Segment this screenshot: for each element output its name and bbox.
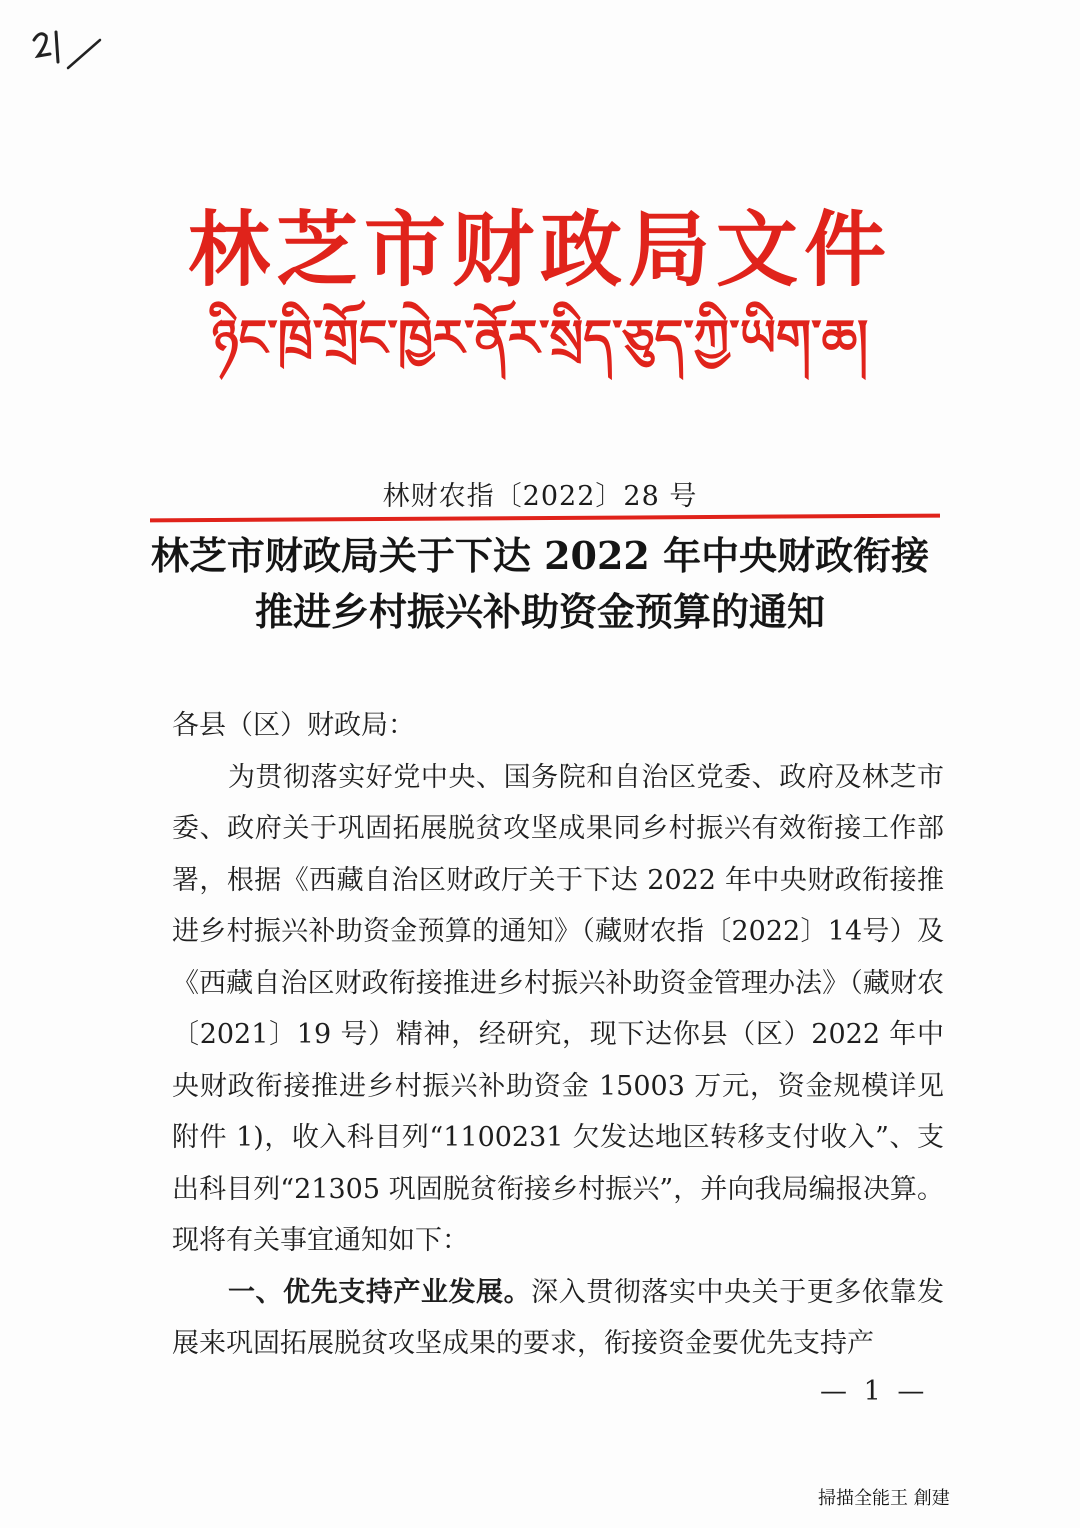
- tibetan-title: ཉིང་ཁྲི་གྲོང་ཁྱེར་ནོར་སྲིད་ཅུད་ཀྱི་ཡིག་ཆ།: [211, 309, 869, 367]
- body-paragraph-1: 为贯彻落实好党中央、国务院和自治区党委、政府及林芝市委、政府关于巩固拓展脱贫攻坚成果同乡村振兴有效衔接工作部署，根据《西藏自治区财政厅关于下达 2022 年中央财政衔接推进乡村振兴补助资金预算的通知》（藏财农指〔2022〕14号）及《西藏自治区财政衔接推进乡村振兴补助资金管理办法》（藏财农〔2021〕19 号）精神，经研究，现下达你县（区）2022 年中央财政衔接推进乡村振兴补助资金 15003 万元，资金规模详见附件 1)，收入科目列“1100231 欠发达地区转移支付收入”、支出科目列“21305 巩固脱贫衔接乡村振兴”，并向我局编报决算。现将有关事宜通知如下：: [172, 761, 944, 1256]
- agency-title: 林芝市财政局文件: [187, 203, 892, 298]
- section-1-text: 深入贯彻落实中央关于更多依靠发展来巩固拓展脱贫攻坚成果的要求，衔接资金要优先支持产: [172, 1276, 945, 1359]
- page-number: — 1 —: [820, 1376, 929, 1407]
- section-1-paragraph: [172, 1267, 944, 1370]
- red-divider-line: [150, 514, 940, 523]
- scanner-watermark: 掃描全能王 創建: [818, 1488, 950, 1509]
- notice-title: [0, 528, 1080, 640]
- document-number: 林财农指〔2022〕28 号: [382, 481, 698, 512]
- handwritten-mark: [28, 18, 108, 88]
- document-body: [172, 700, 944, 1370]
- notice-title-line-1: 林芝市财政局关于下达 2022 年中央财政衔接: [150, 533, 930, 578]
- salutation: 各县（区）财政局：: [172, 710, 415, 741]
- section-1-heading: 一、优先支持产业发展。: [228, 1276, 532, 1308]
- notice-title-line-2: 推进乡村振兴补助资金预算的通知: [254, 589, 825, 634]
